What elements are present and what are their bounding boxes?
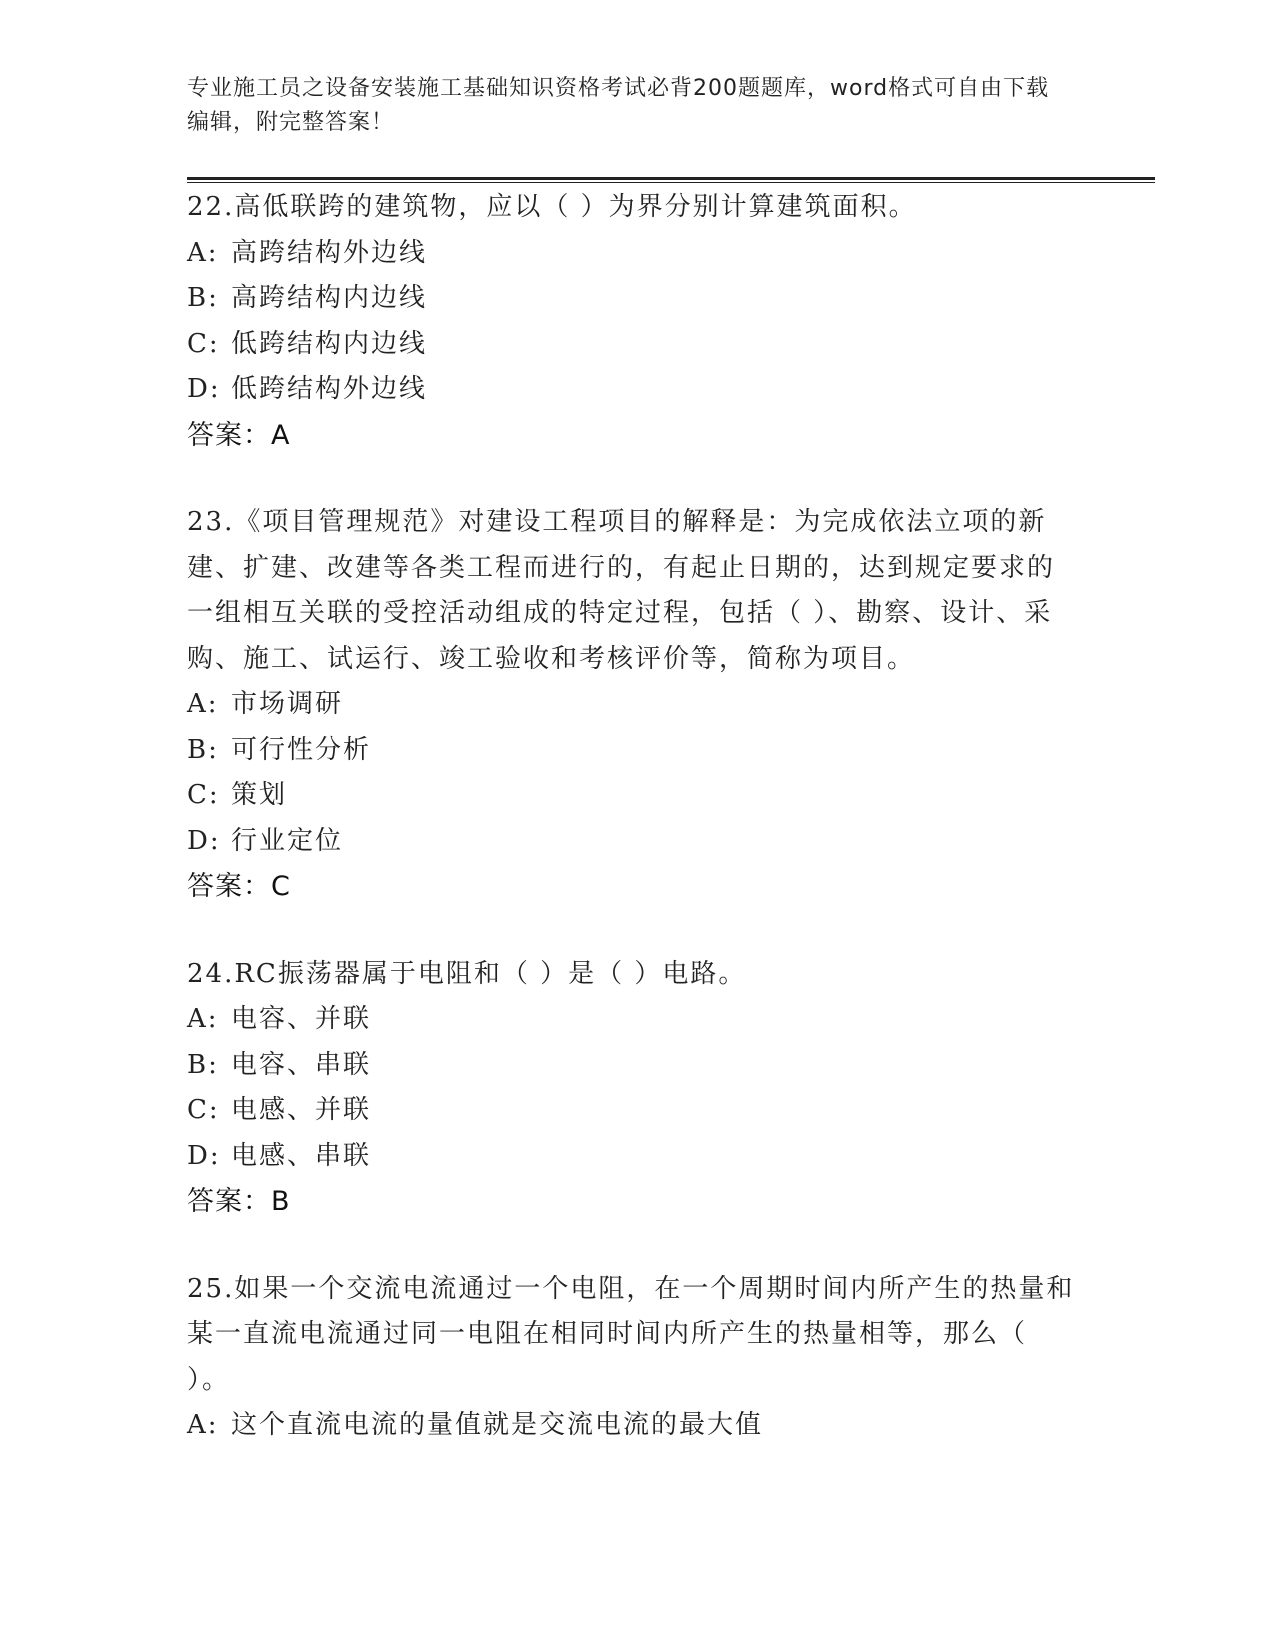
option-text: 电感、串联 — [231, 1140, 372, 1171]
option-text: 行业定位 — [231, 825, 344, 856]
option-letter: A: — [187, 237, 219, 268]
spacer — [187, 458, 1077, 500]
option-b — [187, 1043, 1077, 1089]
option-letter: B: — [187, 734, 219, 765]
option-text: 低跨结构外边线 — [231, 374, 428, 404]
answer-line: 答案：A — [187, 419, 291, 451]
question-24 — [187, 952, 1077, 1225]
option-text: 电感、并联 — [231, 1095, 372, 1125]
question-23 — [187, 500, 1077, 910]
option-text: 市场调研 — [231, 689, 344, 719]
option-c — [187, 1088, 1077, 1134]
option-text: 这个直流电流的量值就是交流电流的最大值 — [231, 1410, 764, 1440]
option-letter: C: — [187, 328, 220, 359]
option-letter: A: — [187, 1004, 219, 1034]
option-text: 低跨结构内边线 — [231, 328, 428, 359]
option-c — [187, 322, 1077, 368]
option-letter: B: — [187, 1049, 219, 1080]
question-stem: 22.高低联跨的建筑物，应以（ ）为界分别计算建筑面积。 — [187, 192, 917, 222]
option-d — [187, 367, 1077, 413]
option-text: 高跨结构外边线 — [231, 237, 428, 268]
option-c — [187, 773, 1077, 819]
question-25 — [187, 1267, 1077, 1449]
header-divider-thick — [187, 177, 1155, 180]
option-d — [187, 1134, 1077, 1180]
option-text: 高跨结构内边线 — [231, 283, 428, 313]
header-divider-thin — [187, 182, 1155, 183]
option-letter: C: — [187, 1095, 220, 1125]
question-stem: 24.RC振荡器属于电阻和（ ）是（ ）电路。 — [187, 958, 747, 989]
option-a — [187, 997, 1077, 1043]
option-letter: A: — [187, 689, 219, 719]
question-22 — [187, 185, 1077, 458]
option-letter: D: — [187, 374, 221, 404]
question-stem: 23.《项目管理规范》对建设工程项目的解释是：为完成依法立项的新建、扩建、改建等各类工程而进行的，有起止日期的，达到规定要求的一组相互关联的受控活动组成的特定过程，包括（ ）、勘察、设计、采购、施工、试运行、竣工验收和考核评价等，简称为项目。 — [187, 507, 1056, 674]
option-letter: A: — [187, 1410, 219, 1440]
option-a — [187, 682, 1077, 728]
option-letter: D: — [187, 825, 221, 856]
answer-line: 答案：B — [187, 1186, 291, 1217]
option-letter: B: — [187, 283, 219, 313]
answer-line: 答案：C — [187, 871, 291, 902]
option-text: 电容、串联 — [231, 1049, 372, 1080]
spacer — [187, 910, 1077, 952]
option-text: 电容、并联 — [231, 1004, 372, 1034]
option-letter: D: — [187, 1140, 221, 1171]
option-a — [187, 231, 1077, 277]
option-b — [187, 276, 1077, 322]
option-b — [187, 728, 1077, 774]
document-header: 专业施工员之设备安装施工基础知识资格考试必背200题题库，word格式可自由下载编辑，附完整答案！ — [187, 76, 1050, 135]
option-a — [187, 1403, 1077, 1449]
question-list — [187, 185, 1077, 1449]
spacer — [187, 1225, 1077, 1267]
option-d — [187, 819, 1077, 865]
option-text: 可行性分析 — [231, 734, 372, 765]
option-letter: C: — [187, 780, 220, 810]
option-text: 策划 — [231, 780, 288, 810]
question-stem: 25.如果一个交流电流通过一个电阻，在一个周期时间内所产生的热量和某一直流电流通过同一电阻在相同时间内所产生的热量相等，那么（ ）。 — [187, 1273, 1075, 1395]
